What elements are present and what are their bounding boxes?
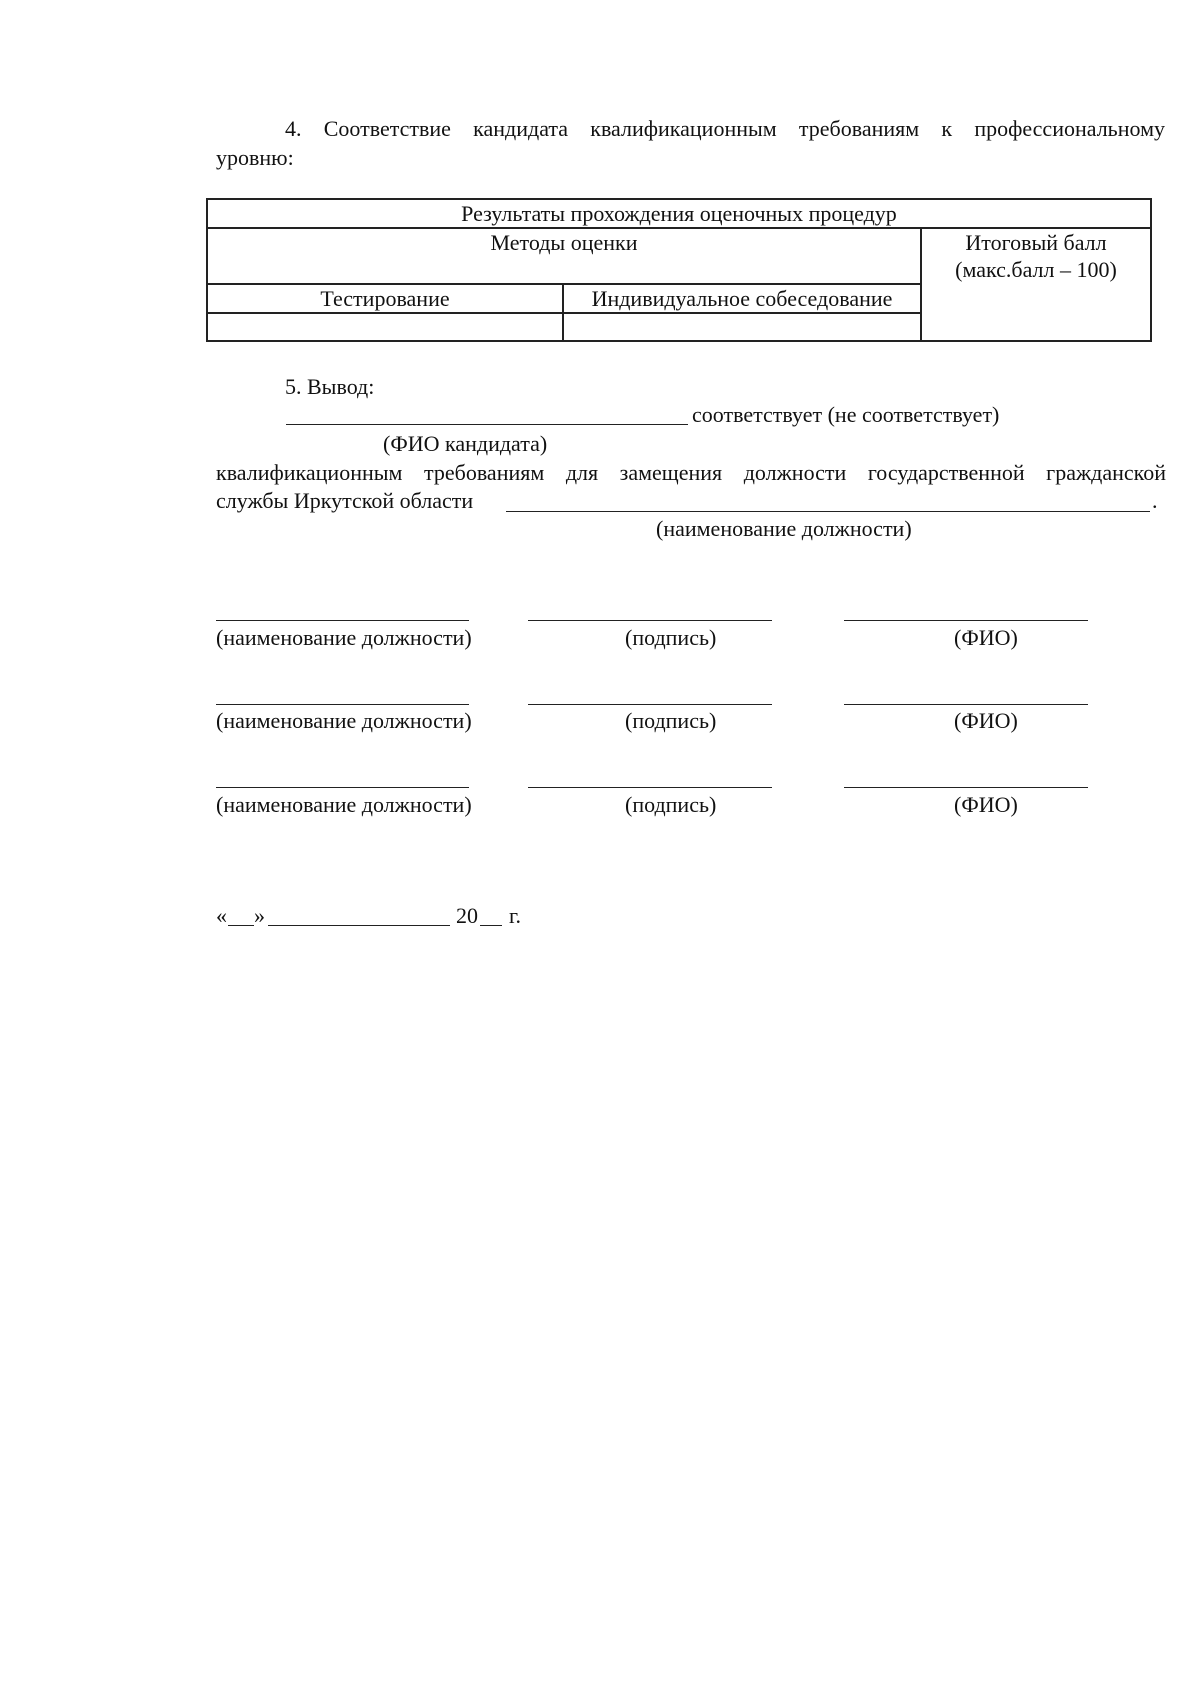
date-quote-open: « (216, 903, 227, 928)
position-caption: (наименование должности) (216, 708, 472, 733)
position-sign-line (216, 704, 469, 705)
testing-header: Тестирование (207, 284, 563, 313)
month-line (268, 925, 450, 926)
methods-header: Методы оценки (207, 228, 921, 284)
interview-value-cell (563, 313, 921, 341)
signature-caption: (подпись) (625, 708, 717, 733)
table-header: Результаты прохождения оценочных процедур (207, 199, 1151, 228)
fio-line (844, 704, 1088, 705)
results-table (206, 198, 1152, 342)
signature-caption: (подпись) (625, 792, 717, 817)
signature-caption: (подпись) (625, 625, 717, 650)
candidate-fio-line (286, 424, 688, 425)
position-sign-line (216, 787, 469, 788)
signature-line (528, 787, 772, 788)
year-line (480, 925, 502, 926)
fio-caption: (ФИО) (954, 708, 1018, 733)
fio-caption: (ФИО) (954, 625, 1018, 650)
fio-caption: (ФИО) (954, 792, 1018, 817)
testing-value-cell (207, 313, 563, 341)
position-line-period: . (1152, 488, 1158, 513)
candidate-fio-caption: (ФИО кандидата) (383, 431, 548, 456)
fio-line (844, 620, 1088, 621)
position-line (506, 511, 1150, 512)
fio-line (844, 787, 1088, 788)
total-score-header (921, 228, 1151, 341)
section5-text-line2: службы Иркутской области (216, 488, 474, 513)
date-quote-close: » (254, 903, 265, 928)
section5-text-line1: квалификационным требованиям для замещения должности государственной гражданской (216, 460, 1166, 485)
interview-header: Индивидуальное собеседование (563, 284, 921, 313)
total-score-label: Итоговый балл (965, 230, 1107, 255)
section4-line2: уровню: (216, 145, 294, 170)
position-sign-line (216, 620, 469, 621)
day-line (228, 925, 254, 926)
position-caption: (наименование должности) (656, 516, 912, 541)
total-score-max: (макс.балл – 100) (955, 257, 1117, 282)
signature-line (528, 704, 772, 705)
position-caption: (наименование должности) (216, 792, 472, 817)
section4-line1: 4. Соответствие кандидата квалификационным требованиям к профессиональному (285, 116, 1165, 141)
year-suffix: г. (509, 903, 522, 928)
position-caption: (наименование должности) (216, 625, 472, 650)
signature-line (528, 620, 772, 621)
section5-title: 5. Вывод: (285, 374, 375, 399)
matches-text: соответствует (не соответствует) (692, 402, 1000, 427)
year-prefix: 20 (456, 903, 478, 928)
